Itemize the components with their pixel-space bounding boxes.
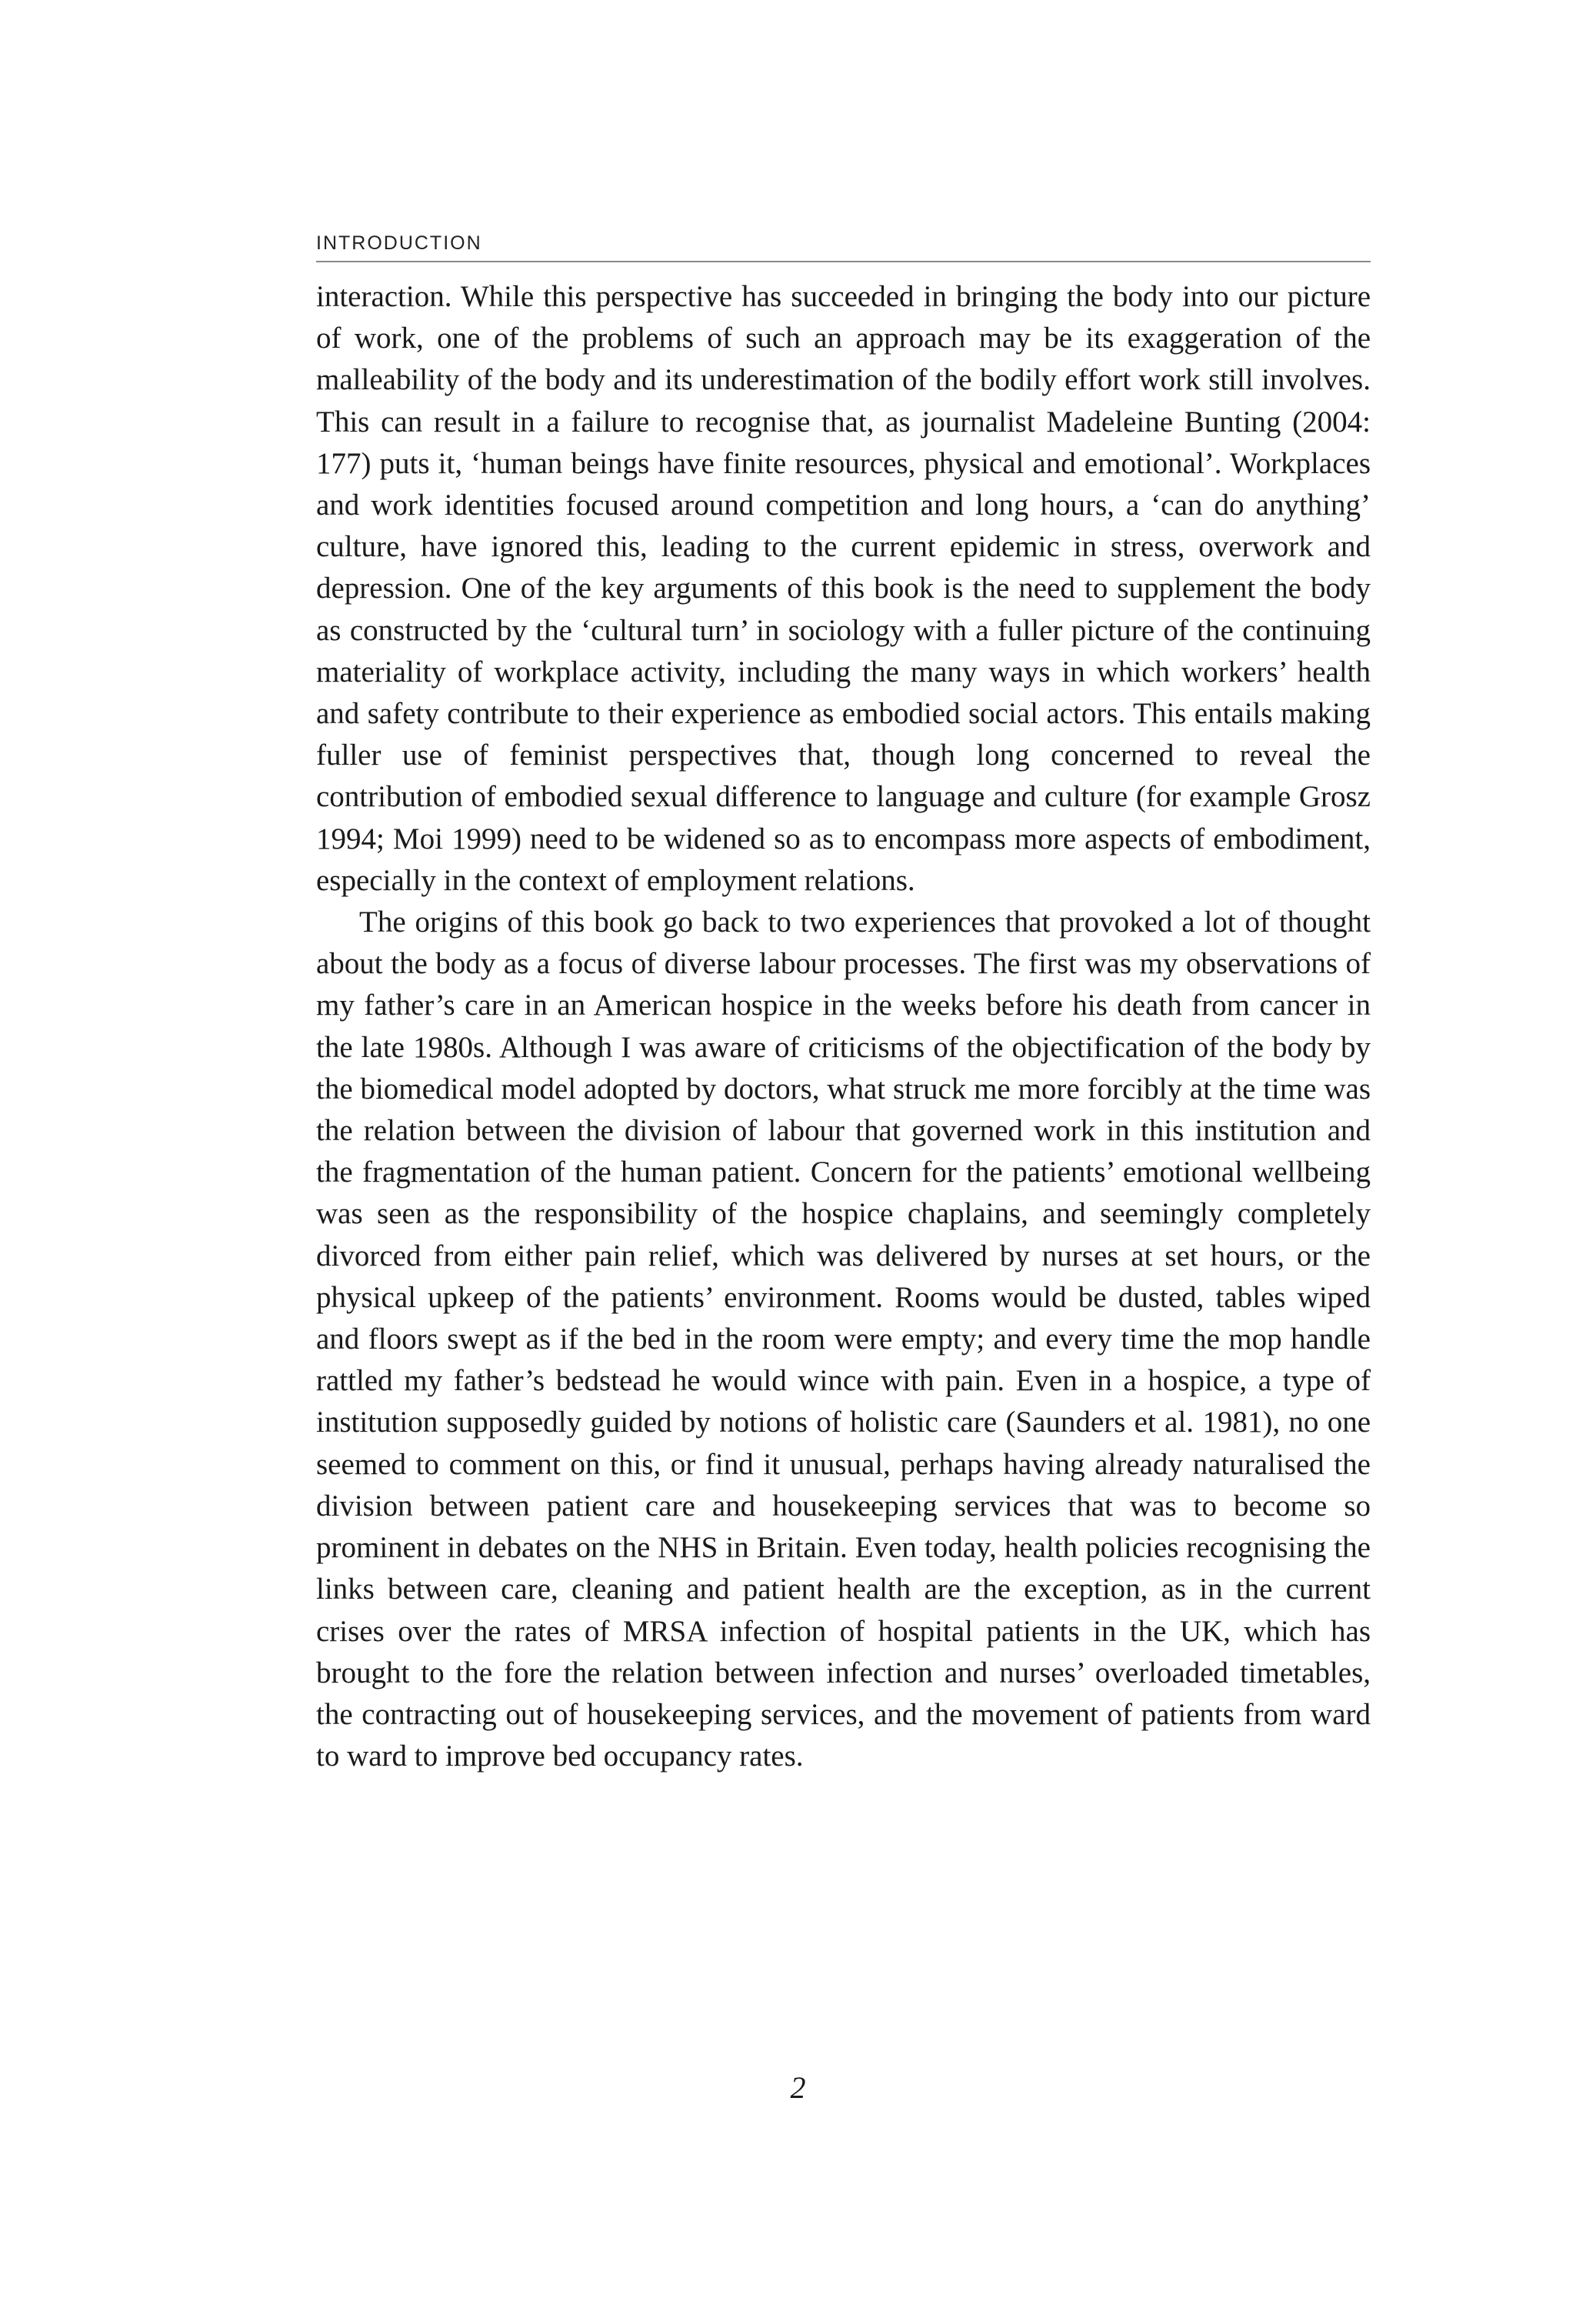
paragraph-2: The origins of this book go back to two experiences that provoked a lot of thought about the body as a focus of diverse labour processes. The first was my observations of my father’s care in an American hospice in the weeks before his death from cancer in the late 1980s. Although I was aware of criticisms of the objectification of the body by the biomedical model adopted by doctors, what struck me more forcibly at the time was the relation between the division of labour that governed work in this institution and the fragmentation of the human patient. Concern for the patients’ emotional wellbeing was seen as the responsibility of the hospice chaplains, and seemingly completely divorced from either pain relief, which was delivered by nurses at set hours, or the physical upkeep of the patients’ environment. Rooms would be dusted, tables wiped and floors swept as if the bed in the room were empty; and every time the mop handle rattled my father’s bedstead he would wince with pain. Even in a hospice, a type of institution supposedly guided by notions of holistic care (Saunders et al. 1981), no one seemed to comment on this, or find it unusual, perhaps having already naturalised the division between patient care and housekeeping services that was to become so prominent in debates on the NHS in Britain. Even today, health policies recognising the links between care, cleaning and patient health are the exception, as in the current crises over the rates of MRSA infection of hospital patients in the UK, which has brought to the fore the relation between infection and nurses’ overloaded timetables, the contracting out of housekeeping services, and the movement of patients from ward to ward to improve bed occupancy rates.	[316, 906, 1371, 1773]
running-header: INTRODUCTION	[316, 232, 1371, 262]
page-number: 2	[790, 2070, 806, 2105]
paragraph-1: interaction. While this perspective has succeeded in bringing the body into our picture of work, one of the problems of such an approach may be its exaggeration of the malleability of the body and its underestimation of the bodily effort work still involves. This can result in a failure to recognise that, as journalist Madeleine Bunting (2004: 177) puts it, ‘human beings have finite resources, physical and emotional’. Workplaces and work identities focused around competition and long hours, a ‘can do anything’ culture, have ignored this, leading to the current epidemic in stress, overwork and depression. One of the key arguments of this book is the need to supplement the body as constructed by the ‘cultural turn’ in sociology with a fuller picture of the continuing materiality of workplace activity, including the many ways in which workers’ health and safety contribute to their experience as embodied social actors. This entails making fuller use of feminist perspectives that, though long concerned to reveal the contribution of embodied sexual difference to language and culture (for example Grosz 1994; Moi 1999) need to be widened so as to encompass more aspects of embodiment, especially in the context of employment relations.	[316, 280, 1371, 897]
page-body	[316, 232, 1371, 1777]
